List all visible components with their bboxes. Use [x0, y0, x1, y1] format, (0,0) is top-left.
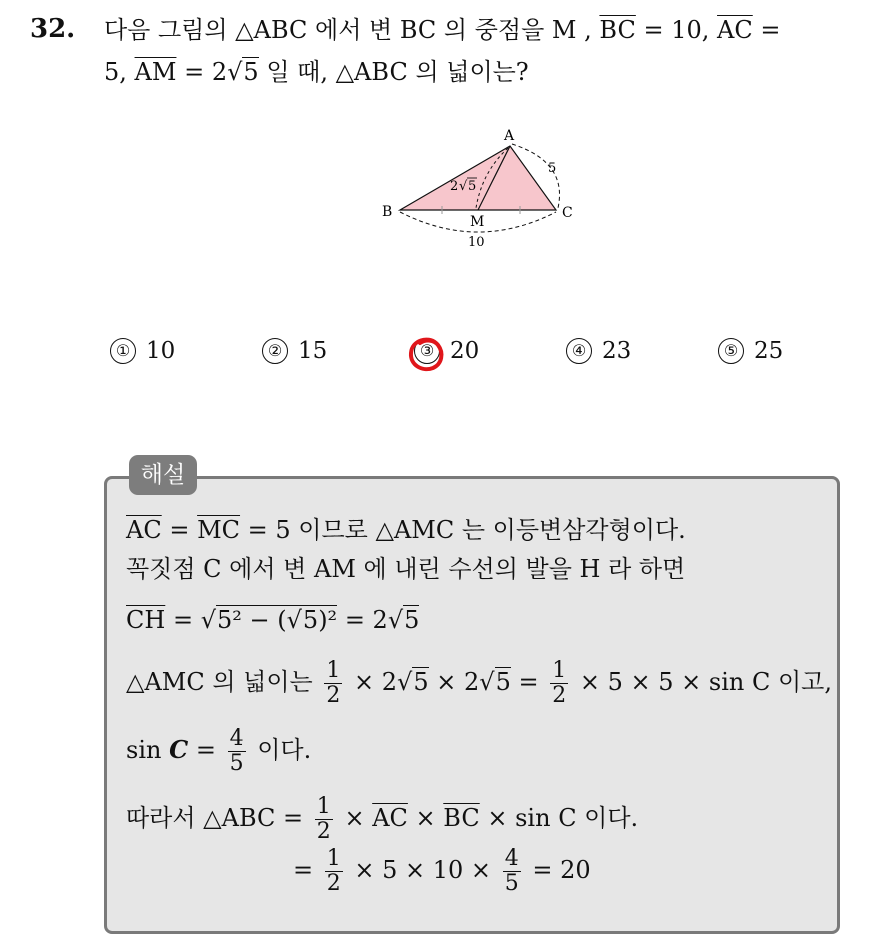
solution-text: △AMC 의 넓이는 [126, 668, 313, 696]
solution-line-2: 꼭짓점 C 에서 변 AM 에 내린 수선의 발을 H 라 하면 [126, 555, 686, 583]
segment-bc: $\overline{BC}$ [443, 804, 480, 832]
question-text: 일 때, △ABC 의 넓이는? [266, 58, 529, 86]
solution-text: = 5 이므로 △AMC 는 이등변삼각형이다. [247, 516, 686, 544]
answer-choices [110, 338, 810, 378]
fraction: $\frac{4}{5}$ [229, 726, 244, 776]
choice-value: 25 [754, 338, 784, 364]
solution-tab: 해설 [129, 455, 197, 495]
choice-value: 15 [298, 338, 328, 364]
solution-line-6: 따라서 △ABC = $\frac{1}{2}$ × $\overline{AC} \times \overline{BC} \times \sin C$ 이다. [126, 794, 639, 844]
sqrt-expression: √5 [227, 58, 259, 86]
segment-ac: $\overline{AC}$ [372, 804, 408, 832]
solution-line-7: = $\frac{1}{2}$ × 5 × 10 × $\frac{4}{5}$ = 20 [293, 846, 591, 896]
segment-ac: $\overline{AC}$ [717, 16, 753, 44]
selected-answer-mark [406, 334, 446, 374]
label-m: M [470, 214, 485, 230]
choice-value: 23 [602, 338, 632, 364]
segment-am: $\overline{AM}$ [134, 58, 177, 86]
question-text: 5, [104, 58, 127, 86]
label-b: B [382, 204, 393, 220]
question-text: = 10, [643, 16, 710, 44]
triangle-figure [370, 122, 580, 254]
choice-2[interactable] [262, 338, 327, 364]
question-line-1 [104, 14, 781, 46]
fraction: $\frac{1}{2}$ [552, 658, 567, 708]
label-bc-length: 10 [468, 235, 485, 250]
choice-5[interactable] [718, 338, 783, 364]
question-line-2 [104, 56, 529, 88]
equals-sign: = [169, 516, 190, 544]
question-text: = 2 [184, 58, 228, 86]
equals-sign: = [172, 606, 194, 634]
choice-number: ① [110, 338, 136, 364]
solution-line-3 [126, 604, 419, 636]
label-ac-length: 5 [548, 161, 557, 176]
choice-number: ⑤ [718, 338, 744, 364]
label-am-sqrt: √ [459, 179, 468, 194]
solution-line-5: sin C = $\frac{4}{5}$ 이다. [126, 726, 312, 776]
triangle-diagram [370, 122, 580, 254]
sqrt-expression: √5 [387, 606, 420, 634]
choice-value: 10 [146, 338, 176, 364]
solution-line-1 [126, 514, 686, 546]
sqrt-expression: √5² − (√5)² [200, 606, 338, 634]
choice-number: ② [262, 338, 288, 364]
fraction: $\frac{1}{2}$ [326, 658, 341, 708]
question-text: = [760, 16, 781, 44]
segment-ac: $\overline{AC}$ [126, 516, 162, 544]
label-am-rad: 5 [468, 179, 477, 194]
label-c: C [562, 205, 573, 221]
segment-ch: $\overline{CH}$ [126, 606, 166, 634]
choice-1[interactable] [110, 338, 175, 364]
choice-4[interactable] [566, 338, 631, 364]
choice-value: 20 [450, 338, 480, 364]
fraction: $\frac{1}{2}$ [326, 846, 341, 896]
label-a: A [504, 128, 515, 144]
question-text: 다음 그림의 △ABC 에서 변 BC 의 중점을 M , [104, 16, 592, 44]
solution-line-4: △AMC 의 넓이는 $\frac{1}{2}$ × 2√5 × 2√5 = $\frac{1}{2}$ × 5 × 5 × sin C 이고, [126, 658, 832, 708]
segment-bc: $\overline{BC}$ [599, 16, 636, 44]
fraction: $\frac{1}{2}$ [316, 794, 331, 844]
choice-number: ④ [566, 338, 592, 364]
choice-number: ③ [414, 338, 440, 364]
solution-text: = 2 [344, 606, 388, 634]
label-am-coef: 2 [450, 179, 459, 194]
fraction: $\frac{4}{5}$ [504, 846, 519, 896]
question-number: 32. [30, 14, 76, 44]
segment-mc: $\overline{MC}$ [197, 516, 241, 544]
